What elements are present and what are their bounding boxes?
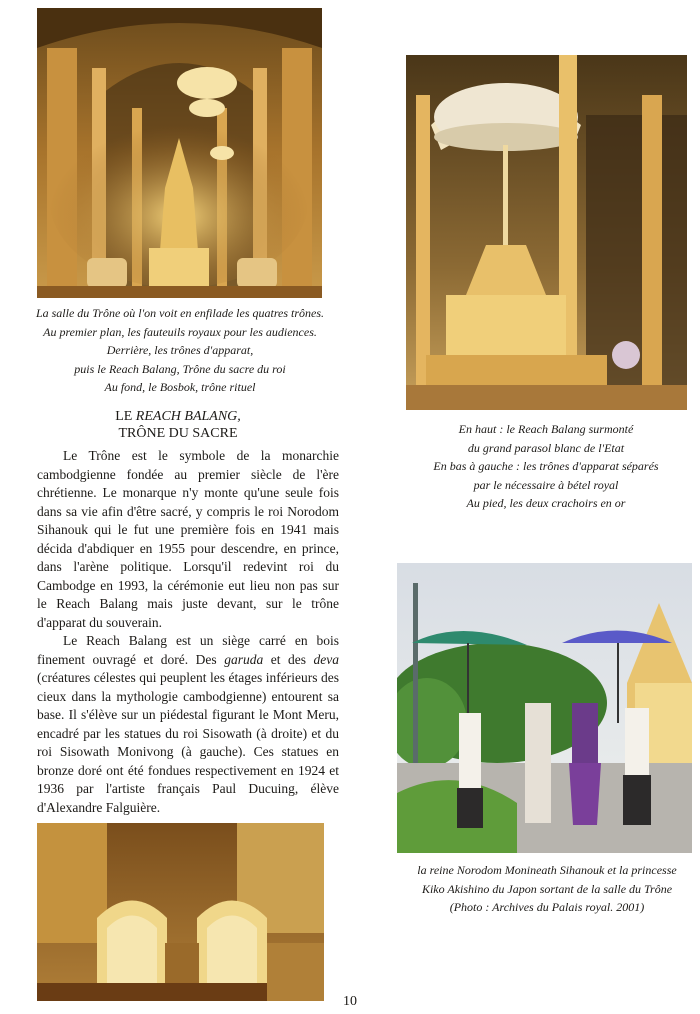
caption-line: (Photo : Archives du Palais royal. 2001) [449, 900, 645, 914]
term-deva: deva [313, 651, 339, 667]
paragraph-2-text: et des [263, 651, 314, 667]
procession-photo [397, 563, 692, 853]
caption-line: La salle du Trône où l'on voit en enfilade les quatres trônes. [35, 306, 325, 320]
procession-caption [397, 861, 697, 917]
reach-balang-photo [406, 55, 687, 410]
armchairs-photo [37, 823, 324, 1001]
heading-subtitle: TRÔNE DU SACRE [118, 426, 238, 441]
caption-line: du grand parasol blanc de l'Etat [467, 440, 625, 455]
caption-line: la reine Norodom Monineath Sihanouk et la princesse [417, 863, 677, 877]
paragraph-2-text: Le Reach Balang est un siège carré en bois finement ouvragé et doré. Des [37, 633, 339, 667]
page-number: 10 [343, 994, 357, 1009]
caption-line: Au pied, les deux crachoirs en or [466, 496, 626, 510]
caption-line: Kiko Akishino du Japon sortant de la salle du Trône [421, 881, 673, 896]
caption-line: En bas à gauche : les trônes d'apparat séparés [433, 459, 659, 473]
throne-hall-illustration [37, 8, 322, 298]
caption-line: par le nécessaire à bétel royal [473, 477, 619, 492]
article-body [37, 447, 339, 817]
caption-line: puis le Reach Balang, Trône du sacre du roi [74, 361, 286, 376]
paragraph-2-text: (créatures célestes qui peuplent les étages inférieurs des cieux dans la mythologie cambodgienne) entourent sa base. Il s'élève sur un piédestal figurant le Mont Meru, encadré par les statues du roi Sisowath (à droite) et du roi Sisowath Monivong (à gauche). Ces statues en bronze doré ont été fondues respectivement en 1924 et 1936 par l'artiste français Paul Ducuing, élève d'Alexandre Falguière. [37, 670, 339, 815]
heading-prefix: LE [115, 409, 136, 424]
procession-illustration [397, 563, 692, 853]
article-heading [30, 408, 326, 442]
paragraph-1: Le Trône est le symbole de la monarchie cambodgienne fondée au premier siècle de l'ère chrétienne. Le monarque n'y monte qu'une seule fois dans sa vie afin d'être sacré, y compris le roi Norodom Sihanouk qui le fut une première fois en 1941 mais décida d'abdiquer en 1955 pour descendre, en prince, dans l'arène politique. Lorsqu'il redevint roi du Cambodge en 1993, la cérémonie eut lieu non pas sur le Reach Balang mais juste devant, sur le trône d'apparat du souverain. [37, 448, 339, 630]
reach-balang-caption [396, 420, 696, 513]
caption-line: Au fond, le Bosbok, trône rituel [104, 380, 256, 394]
throne-hall-caption [0, 304, 360, 397]
caption-line: Au premier plan, les fauteuils royaux pour les audiences. [43, 324, 317, 339]
caption-line: En haut : le Reach Balang surmonté [458, 422, 634, 436]
reach-balang-illustration [406, 55, 687, 410]
throne-hall-photo [37, 8, 322, 298]
paragraph-2 [37, 632, 339, 817]
heading-title: REACH BALANG, [135, 409, 241, 424]
armchairs-illustration [37, 823, 324, 1001]
term-garuda: garuda [224, 651, 264, 667]
caption-line: Derrière, les trônes d'apparat, [106, 343, 254, 357]
